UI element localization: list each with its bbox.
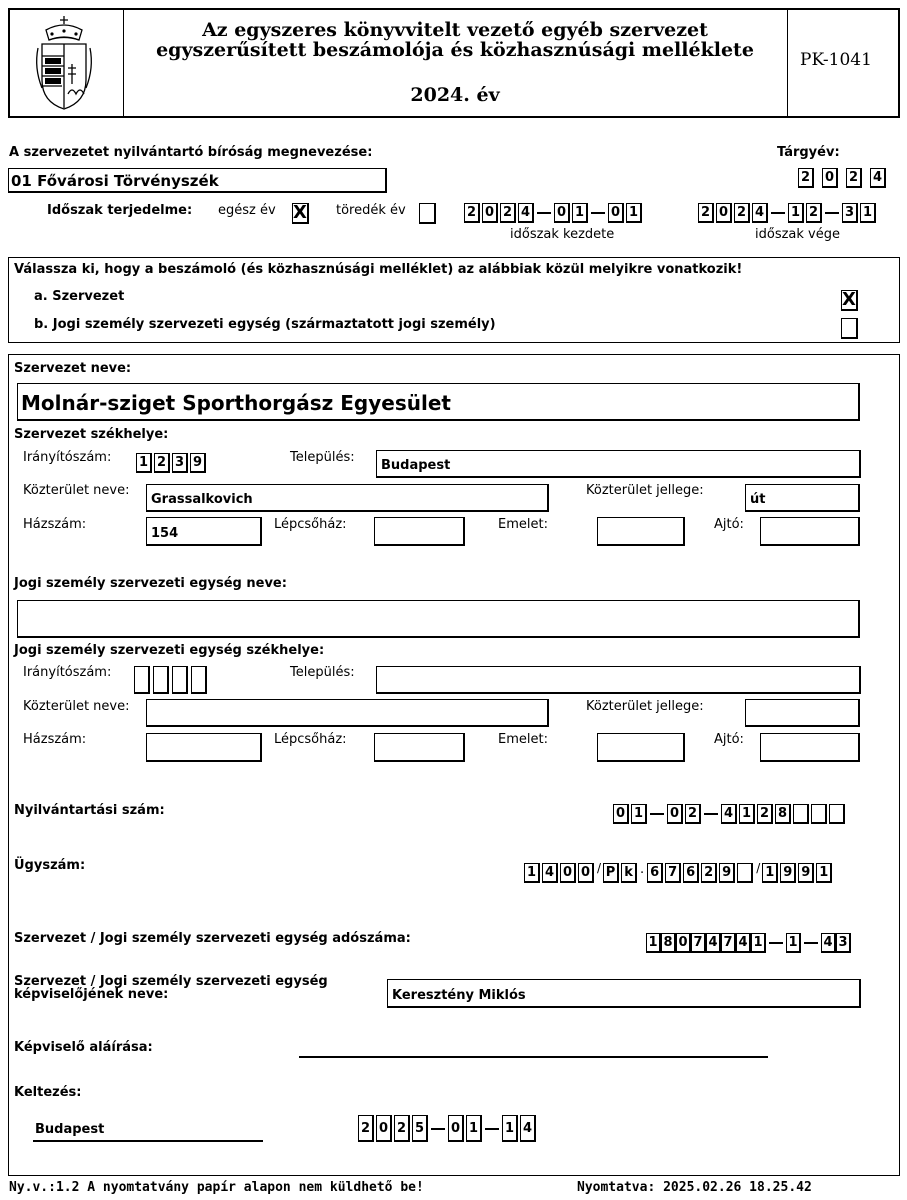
full-year-checkbox[interactable]: X xyxy=(292,203,309,224)
option-b-label: b. Jogi személy szervezeti egység (származtatott jogi személy) xyxy=(34,317,496,332)
header-emblem-cell xyxy=(10,10,124,116)
org-house-label: Házszám: xyxy=(23,517,87,532)
org-city-label: Település: xyxy=(290,450,355,465)
unit-street-type-label: Közterület jellege: xyxy=(586,699,704,714)
digit-cell: 9 xyxy=(780,863,796,883)
unit-stair-field[interactable] xyxy=(374,733,465,762)
digit-cell xyxy=(172,666,188,694)
coat-of-arms-icon xyxy=(32,14,96,112)
digit-cell: 1 xyxy=(860,203,876,223)
applies-to-box xyxy=(8,257,900,343)
unit-street-field[interactable] xyxy=(146,699,549,727)
footer-printed-timestamp: Nyomtatva: 2025.02.26 18.25.42 xyxy=(577,1180,812,1195)
digit-cell xyxy=(153,666,169,694)
org-city-field[interactable] xyxy=(376,450,861,478)
digit-cell: 4 xyxy=(706,933,721,953)
registry-number-label: Nyilvántartási szám: xyxy=(14,803,165,818)
digit-cell: 4 xyxy=(518,203,534,223)
digit-cell: 1 xyxy=(786,933,801,953)
option-b-checkbox[interactable] xyxy=(841,318,858,339)
digit-cell: 8 xyxy=(775,804,791,824)
digit-cell: 1 xyxy=(572,203,588,223)
applies-to-question: Válassza ki, hogy a beszámoló (és közhasznúsági melléklet) az alábbiak közül melyikre vonatkozik! xyxy=(14,262,743,277)
representative-name-field[interactable] xyxy=(387,979,861,1008)
digit-cell: 0 xyxy=(667,804,683,824)
case-slash: / xyxy=(756,861,761,875)
digit-cell: 0 xyxy=(613,804,629,824)
unit-door-field[interactable] xyxy=(760,733,860,762)
org-stair-field[interactable] xyxy=(374,517,465,546)
signature-label: Képviselő aláírása: xyxy=(14,1040,153,1055)
digit-cell: 1 xyxy=(646,933,661,953)
number-separator xyxy=(650,813,664,815)
form-title-line2: egyszerűsített beszámolója és közhasznúsági melléklete xyxy=(156,39,754,61)
digit-cell: 9 xyxy=(798,863,814,883)
unit-name-field[interactable] xyxy=(17,600,860,638)
digit-cell: 1 xyxy=(502,1115,518,1142)
representative-name-value: Keresztény Miklós xyxy=(392,988,526,1003)
date-separator xyxy=(591,212,605,214)
full-year-label: egész év xyxy=(218,203,276,218)
dated-label: Keltezés: xyxy=(14,1085,82,1100)
unit-street-type-field[interactable] xyxy=(745,699,860,727)
dated-place-value[interactable]: Budapest xyxy=(35,1122,105,1137)
digit-cell: 4 xyxy=(736,933,751,953)
unit-city-field[interactable] xyxy=(376,666,861,694)
digit-cell: 1 xyxy=(762,863,778,883)
digit-cell: 2 xyxy=(701,863,717,883)
digit-cell: 4 xyxy=(821,933,836,953)
digit-cell: 0 xyxy=(376,1115,392,1142)
period-label: Időszak terjedelme: xyxy=(47,203,193,218)
digit-cell xyxy=(191,666,207,694)
digit-cell: 2 xyxy=(757,804,773,824)
org-house-value: 154 xyxy=(151,526,179,541)
period-end-caption: időszak vége xyxy=(755,227,840,242)
digit-cell: 1 xyxy=(631,804,647,824)
org-name-value: Molnár-sziget Sporthorgász Egyesület xyxy=(21,391,451,415)
partial-year-label: töredék év xyxy=(336,203,406,218)
case-slash: / xyxy=(597,861,602,875)
digit-cell: 1 xyxy=(524,863,540,883)
digit-cell: 2 xyxy=(394,1115,410,1142)
org-door-label: Ajtó: xyxy=(714,517,744,532)
unit-name-label: Jogi személy szervezeti egység neve: xyxy=(14,576,287,591)
digit-cell: 1 xyxy=(466,1115,482,1142)
digit-cell: 3 xyxy=(836,933,851,953)
partial-year-checkbox[interactable] xyxy=(419,203,436,224)
digit-cell: 3 xyxy=(842,203,858,223)
digit-cell: 1 xyxy=(788,203,804,223)
org-stair-label: Lépcsőház: xyxy=(274,517,347,532)
unit-street-label: Közterület neve: xyxy=(23,699,130,714)
registry-number-digits[interactable] xyxy=(613,804,847,824)
header-title-cell xyxy=(123,10,788,116)
number-separator xyxy=(769,942,783,944)
unit-zip-digits[interactable] xyxy=(134,666,210,694)
court-field[interactable] xyxy=(8,168,387,193)
org-name-field[interactable] xyxy=(17,383,860,421)
digit-cell: 0 xyxy=(716,203,732,223)
dated-place-line xyxy=(33,1140,263,1142)
unit-house-field[interactable] xyxy=(146,733,262,762)
digit-cell: 2 xyxy=(846,168,862,188)
digit-cell: 8 xyxy=(661,933,676,953)
digit-cell: 6 xyxy=(683,863,699,883)
digit-cell xyxy=(811,804,827,824)
period-start-date[interactable] xyxy=(464,203,644,223)
org-street-label: Közterület neve: xyxy=(23,483,130,498)
option-a-checkbox[interactable]: X xyxy=(841,290,858,311)
digit-cell: 0 xyxy=(482,203,498,223)
digit-cell: 2 xyxy=(685,804,701,824)
digit-cell: 2 xyxy=(500,203,516,223)
digit-cell: 2 xyxy=(806,203,822,223)
org-city-value: Budapest xyxy=(381,458,451,473)
digit-cell: 2 xyxy=(358,1115,374,1142)
digit-cell: 1 xyxy=(816,863,832,883)
form-title-line1: Az egyszeres könyvvitelt vezető egyéb szervezet xyxy=(202,19,708,41)
form-year: 2024. év xyxy=(410,84,500,106)
court-value: 01 Fővárosi Törvényszék xyxy=(11,172,219,190)
digit-cell: 0 xyxy=(676,933,691,953)
subject-year-label: Tárgyév: xyxy=(777,145,840,160)
number-separator xyxy=(804,942,818,944)
digit-cell: 2 xyxy=(734,203,750,223)
date-separator xyxy=(771,212,785,214)
digit-cell: 7 xyxy=(691,933,706,953)
org-zip-label: Irányítószám: xyxy=(23,450,112,465)
tax-number-digits[interactable] xyxy=(646,933,851,953)
org-name-label: Szervezet neve: xyxy=(14,361,132,376)
period-start-caption: időszak kezdete xyxy=(510,227,615,242)
dated-date-digits[interactable] xyxy=(358,1115,538,1142)
digit-cell: 1 xyxy=(626,203,642,223)
unit-city-label: Település: xyxy=(290,665,355,680)
digit-cell: 2 xyxy=(154,453,170,473)
form-code: PK-1041 xyxy=(800,50,872,70)
option-a-label: a. Szervezet xyxy=(34,289,125,304)
org-street-type-value: út xyxy=(750,492,766,507)
digit-cell xyxy=(737,863,753,883)
digit-cell: 7 xyxy=(721,933,736,953)
org-street-field[interactable] xyxy=(146,484,549,512)
unit-house-label: Házszám: xyxy=(23,732,87,747)
digit-cell: 1 xyxy=(136,453,152,473)
digit-cell: 4 xyxy=(870,168,886,188)
org-street-value: Grassalkovich xyxy=(151,492,253,507)
digit-cell: 3 xyxy=(172,453,188,473)
digit-cell: 2 xyxy=(798,168,814,188)
org-house-field[interactable] xyxy=(146,517,262,546)
digit-cell: 5 xyxy=(412,1115,428,1142)
case-number-digits[interactable] xyxy=(524,861,834,883)
digit-cell: 4 xyxy=(752,203,768,223)
digit-cell: 0 xyxy=(578,863,594,883)
digit-cell: 0 xyxy=(822,168,838,188)
court-label: A szervezetet nyilvántartó bíróság megnevezése: xyxy=(9,145,373,160)
unit-door-label: Ajtó: xyxy=(714,732,744,747)
unit-zip-label: Irányítószám: xyxy=(23,665,112,680)
date-separator xyxy=(431,1128,445,1130)
number-separator xyxy=(704,813,718,815)
case-dot: . xyxy=(640,862,645,877)
tax-number-label: Szervezet / Jogi személy szervezeti egység adószáma: xyxy=(14,931,411,946)
representative-label-line1: Szervezet / Jogi személy szervezeti egység xyxy=(14,974,328,989)
digit-cell: 4 xyxy=(542,863,558,883)
digit-cell: 7 xyxy=(665,863,681,883)
digit-cell xyxy=(793,804,809,824)
org-floor-label: Emelet: xyxy=(498,517,548,532)
date-separator xyxy=(825,212,839,214)
digit-cell: 6 xyxy=(647,863,663,883)
org-floor-field[interactable] xyxy=(597,517,685,546)
org-street-type-field[interactable] xyxy=(745,484,860,512)
unit-seat-label: Jogi személy szervezeti egység székhelye: xyxy=(14,643,325,658)
representative-label-line2: képviselőjének neve: xyxy=(14,987,169,1002)
header-box xyxy=(8,8,900,118)
digit-cell: 1 xyxy=(739,804,755,824)
date-separator xyxy=(485,1128,499,1130)
unit-stair-label: Lépcsőház: xyxy=(274,732,347,747)
digit-cell: 0 xyxy=(448,1115,464,1142)
org-seat-label: Szervezet székhelye: xyxy=(14,427,169,442)
unit-floor-field[interactable] xyxy=(597,733,685,762)
subject-year-digits[interactable] xyxy=(798,168,888,188)
digit-cell xyxy=(134,666,150,694)
digit-cell: 9 xyxy=(719,863,735,883)
signature-line[interactable] xyxy=(299,1056,768,1058)
digit-cell: 2 xyxy=(464,203,480,223)
digit-cell: 9 xyxy=(190,453,206,473)
digit-cell: P xyxy=(603,863,619,883)
date-separator xyxy=(537,212,551,214)
digit-cell: 0 xyxy=(554,203,570,223)
digit-cell: 0 xyxy=(608,203,624,223)
org-door-field[interactable] xyxy=(760,517,860,546)
case-number-label: Ügyszám: xyxy=(14,858,86,873)
digit-cell: 1 xyxy=(751,933,766,953)
org-street-type-label: Közterület jellege: xyxy=(586,483,704,498)
unit-floor-label: Emelet: xyxy=(498,732,548,747)
digit-cell: k xyxy=(621,863,637,883)
digit-cell: 4 xyxy=(721,804,737,824)
digit-cell: 2 xyxy=(698,203,714,223)
digit-cell xyxy=(829,804,845,824)
digit-cell: 4 xyxy=(520,1115,536,1142)
digit-cell: 0 xyxy=(560,863,576,883)
org-zip-digits[interactable] xyxy=(136,453,208,473)
period-end-date[interactable] xyxy=(698,203,878,223)
footer-notice: Ny.v.:1.2 A nyomtatvány papír alapon nem küldhető be! xyxy=(9,1180,424,1195)
